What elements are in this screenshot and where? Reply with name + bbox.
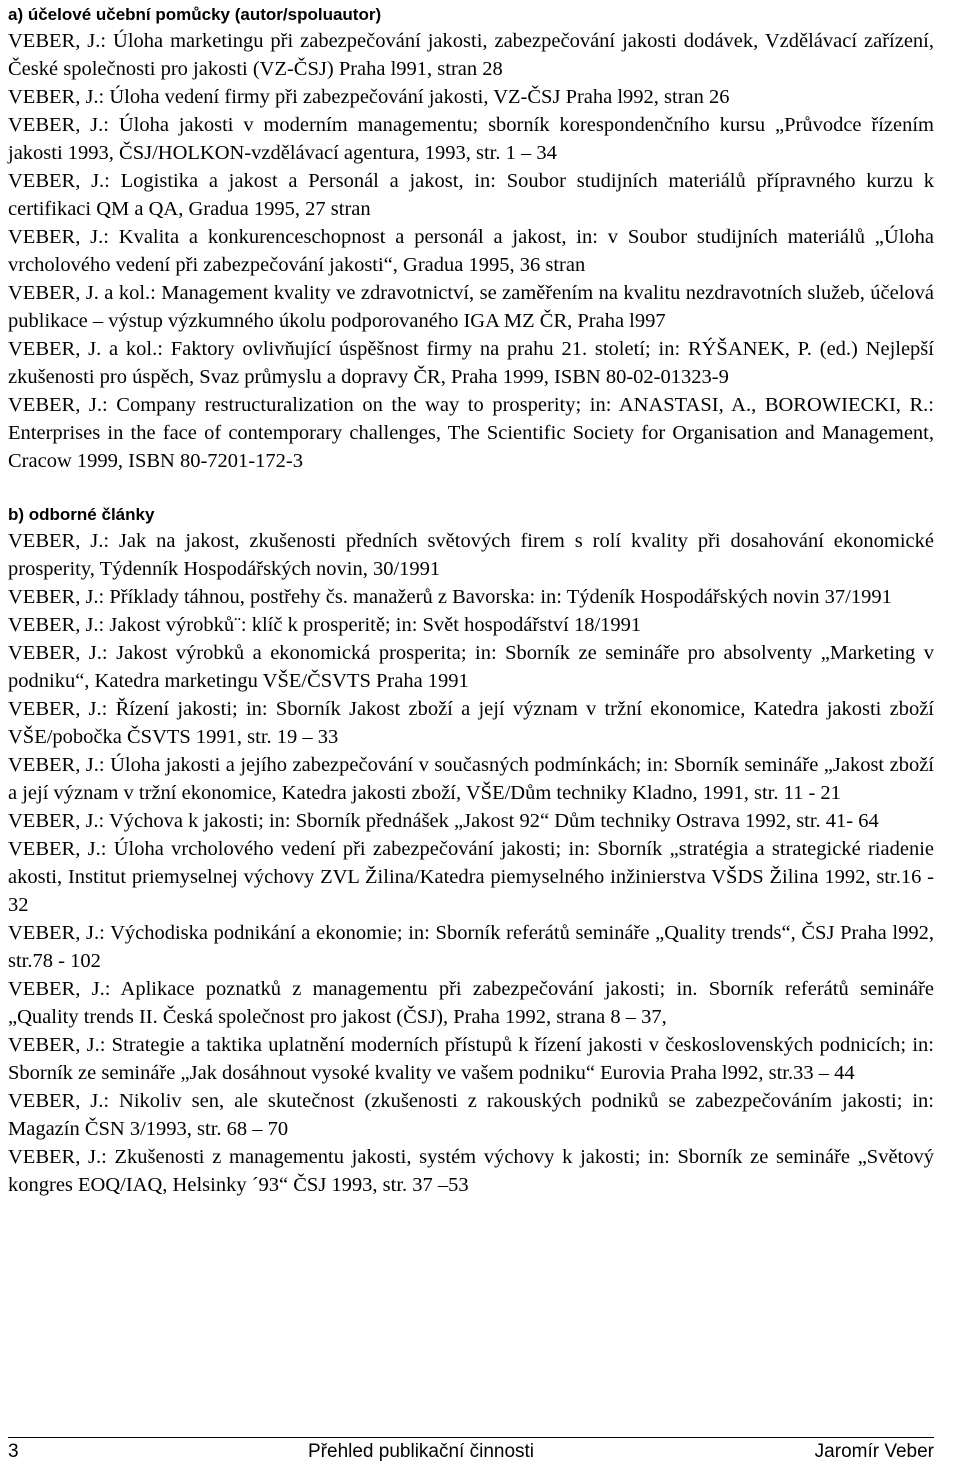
section-b-entry-8: VEBER, J.: Úloha vrcholového vedení při zabezpečování jakosti; in: Sborník „stratégia a strategické riadenie akosti, Institut priemyselnej výchovy ZVL Žilina/Katedra piemyselného inžinierstva VŠDS Žilina 1992, str.16 - 32 xyxy=(8,838,934,916)
section-b-entry-9: VEBER, J.: Východiska podnikání a ekonomie; in: Sborník referátů semináře „Quality trends“, ČSJ Praha l992, str.78 - 102 xyxy=(8,922,934,972)
document-page xyxy=(8,0,934,1199)
section-b-entry-4: VEBER, J.: Jakost výrobků a ekonomická prosperita; in: Sborník ze semináře pro absolventy „Marketing v podniku“, Katedra marketingu VŠE/ČSVTS Praha 1991 xyxy=(8,642,934,692)
section-a-entry-2: VEBER, J.: Úloha vedení firmy při zabezpečování jakosti, VZ-ČSJ Praha l992, stran 26 xyxy=(8,86,730,108)
section-b-entry-6: VEBER, J.: Úloha jakosti a jejího zabezpečování v současných podmínkách; in: Sborník semináře „Jakost zboží a její význam v tržní ekonomice, Katedra jakosti zboží, VŠE/Dům techniky Kladno, 1991, str. 11 - 21 xyxy=(8,754,934,804)
section-b-entry-5: VEBER, J.: Řízení jakosti; in: Sborník Jakost zboží a její význam v tržní ekonomice, Katedra jakosti zboží VŠE/pobočka ČSVTS 1991, str. 19 – 33 xyxy=(8,698,934,748)
section-b-entry-1: VEBER, J.: Jak na jakost, zkušenosti předních světových firem s rolí kvality při dosahování ekonomické prosperity, Týdenník Hospodářských novin, 30/1991 xyxy=(8,530,934,580)
section-b-entry-11: VEBER, J.: Strategie a taktika uplatnění moderních přístupů k řízení jakosti v československých podnicích; in: Sborník ze semináře „Jak dosáhnout vysoké kvality ve vašem podniku“ Eurovia Praha l992, str.33 – 44 xyxy=(8,1034,934,1084)
section-b-entry-10: VEBER, J.: Aplikace poznatků z managementu při zabezpečování jakosti; in. Sborník referátů semináře „Quality trends II. Česká společnost pro jakost (ČSJ), Praha 1992, strana 8 – 37, xyxy=(8,978,934,1028)
section-b-entry-13: VEBER, J.: Zkušenosti z managementu jakosti, systém výchovy k jakosti; in: Sborník ze semináře „Světový kongres EOQ/IAQ, Helsinky ´93“ ČSJ 1993, str. 37 –53 xyxy=(8,1146,934,1196)
section-b-entry-2: VEBER, J.: Příklady táhnou, postřehy čs. manažerů z Bavorska: in: Týdeník Hospodářských novin 37/1991 xyxy=(8,586,892,608)
section-b-list xyxy=(8,527,934,1199)
section-b-entry-12: VEBER, J.: Nikoliv sen, ale skutečnost (zkušenosti z rakouských podniků se zabezpečováním jakosti; in: Magazín ČSN 3/1993, str. 68 – 70 xyxy=(8,1090,934,1140)
section-a-entry-1: VEBER, J.: Úloha marketingu při zabezpečování jakosti, zabezpečování jakosti dodávek, Vzdělávací zařízení, České společnosti pro jakosti (VZ-ČSJ) Praha l991, stran 28 xyxy=(8,30,934,80)
section-a-entry-4: VEBER, J.: Logistika a jakost a Personál a jakost, in: Soubor studijních materiálů přípravného kurzu k certifikaci QM a QA, Gradua 1995, 27 stran xyxy=(8,170,934,220)
section-b-heading: b) odborné články xyxy=(8,505,155,524)
section-a-list xyxy=(8,27,934,475)
section-a-entry-6: VEBER, J. a kol.: Management kvality ve zdravotnictví, se zaměřením na kvalitu nezdravotních služeb, účelová publikace – výstup výzkumného úkolu podporovaného IGA MZ ČR, Praha l997 xyxy=(8,282,934,332)
section-a-entry-3: VEBER, J.: Úloha jakosti v moderním managementu; sborník korespondenčního kursu „Průvodce řízením jakosti 1993, ČSJ/HOLKON-vzdělávací agentura, 1993, str. 1 – 34 xyxy=(8,114,934,164)
footer-author: Jaromír Veber xyxy=(814,1441,934,1462)
section-a-entry-5: VEBER, J.: Kvalita a konkurenceschopnost a personál a jakost, in: v Soubor studijních materiálů „Úloha vrcholového vedení při zabezpečování jakosti“, Gradua 1995, 36 stran xyxy=(8,226,934,276)
page-footer xyxy=(8,1437,934,1462)
section-b-entry-7: VEBER, J.: Výchova k jakosti; in: Sborník přednášek „Jakost 92“ Dům techniky Ostrava 1992, str. 41- 64 xyxy=(8,810,879,832)
section-b-entry-3: VEBER, J.: Jakost výrobků¨: klíč k prosperitě; in: Svět hospodářství 18/1991 xyxy=(8,614,642,636)
footer-title: Přehled publikační činnosti xyxy=(308,1441,535,1462)
section-a-heading: a) účelové učební pomůcky (autor/spoluautor) xyxy=(8,5,382,24)
page-number: 3 xyxy=(8,1441,19,1462)
section-a-entry-7: VEBER, J. a kol.: Faktory ovlivňující úspěšnost firmy na prahu 21. století; in: RÝŠANEK, P. (ed.) Nejlepší zkušenosti pro úspěch, Svaz průmyslu a dopravy ČR, Praha 1999, ISBN 80-02-01323-9 xyxy=(8,338,934,388)
section-a-entry-8: VEBER, J.: Company restructuralization on the way to prosperity; in: ANASTASI, A., BOROWIECKI, R.: Enterprises in the face of contemporary challenges, The Scientific Society for Organisation and Management, Cracow 1999, ISBN 80-7201-172-3 xyxy=(8,394,934,472)
